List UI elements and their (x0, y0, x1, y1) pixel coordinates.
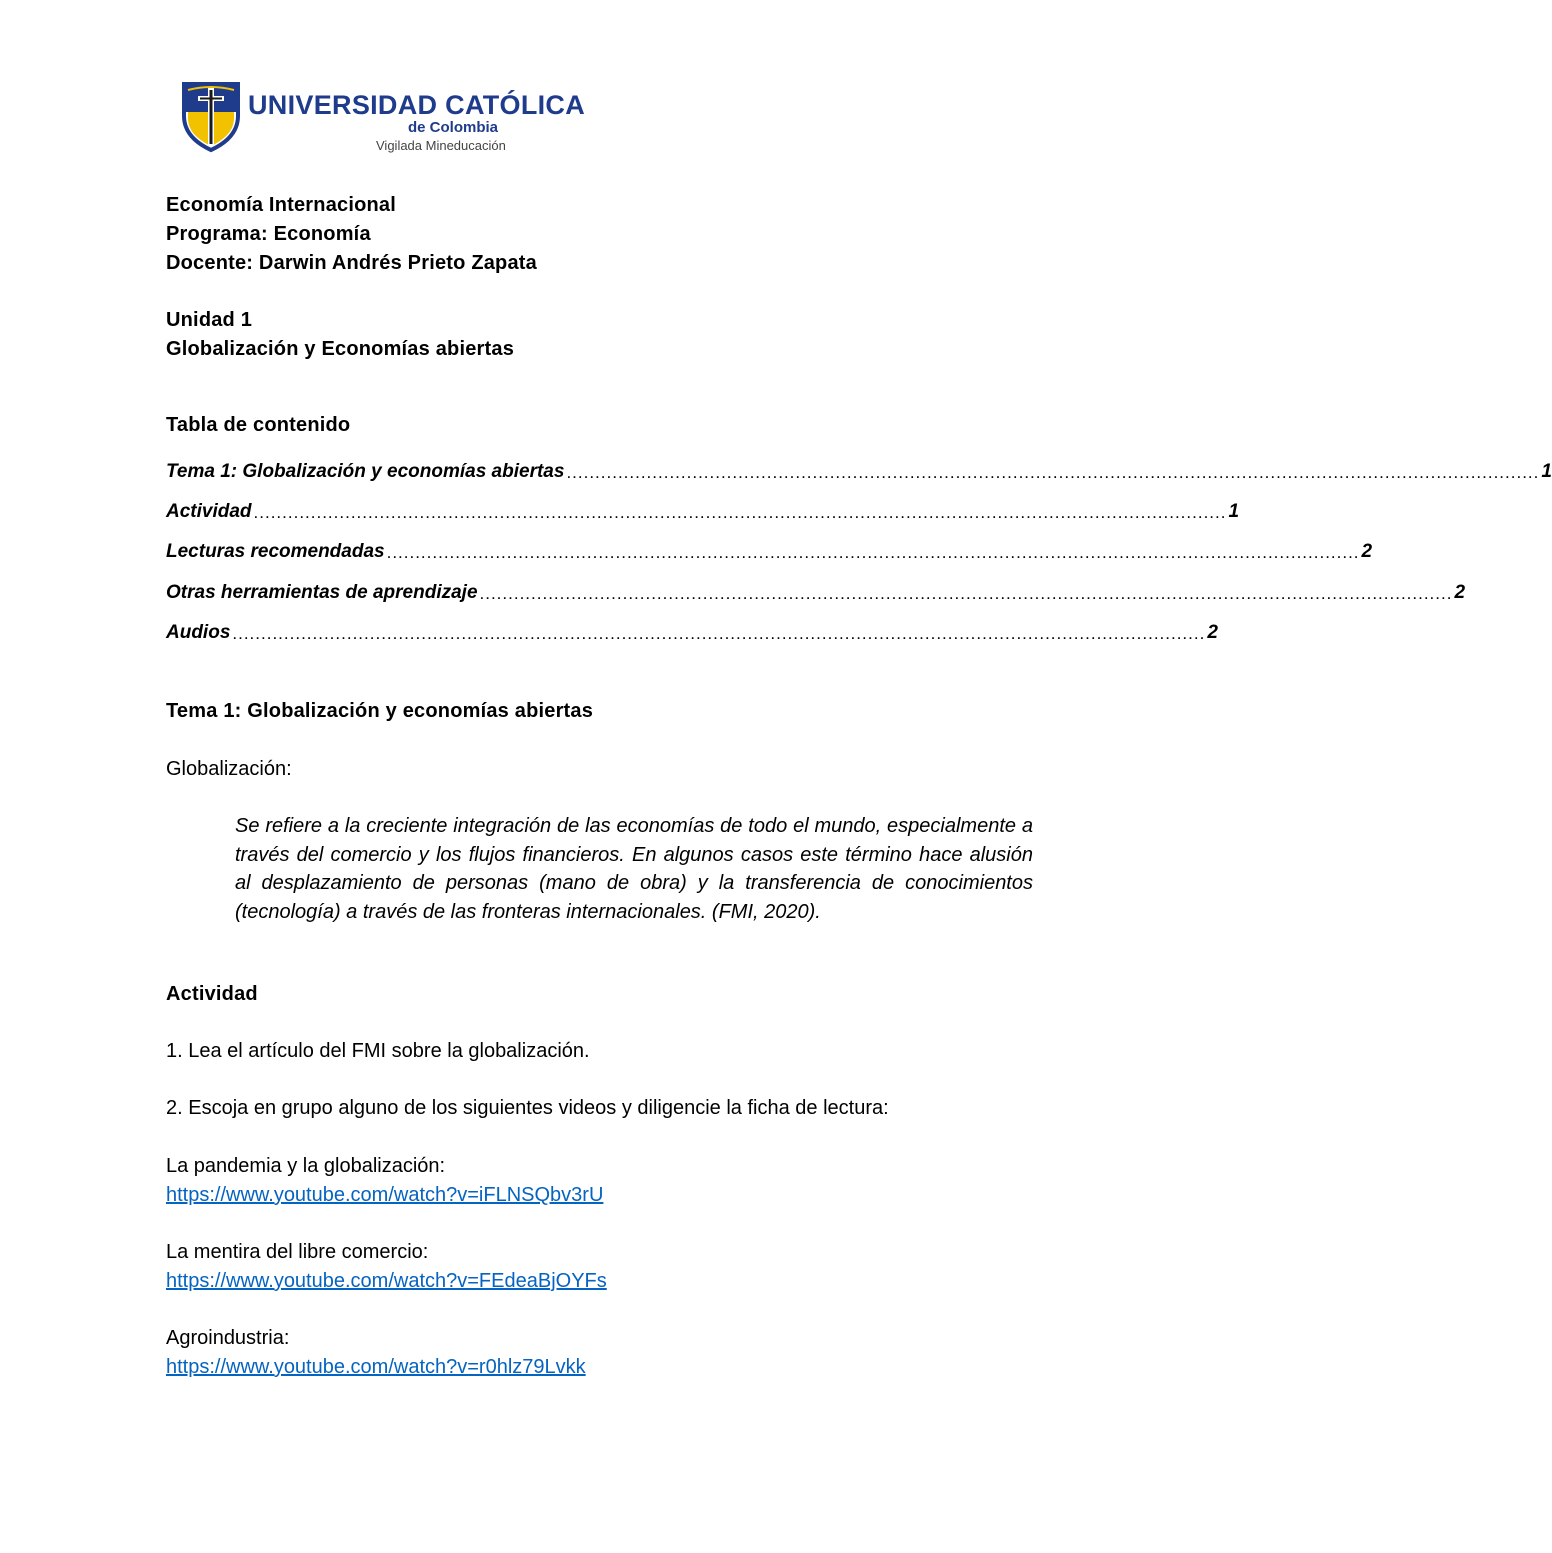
toc-entry[interactable] (166, 616, 1218, 644)
video-link[interactable]: https://www.youtube.com/watch?v=FEdeaBjOYFs (166, 1270, 607, 1292)
toc-entry-page: 2 (1454, 582, 1466, 603)
video-title: La pandemia y la globalización: (166, 1155, 446, 1177)
toc-leader: .......................................................................................................................................................................... (253, 503, 1227, 522)
toc-entry-page: 2 (1207, 622, 1218, 643)
video-link[interactable]: https://www.youtube.com/watch?v=r0hlz79Lvkk (166, 1356, 586, 1378)
toc-entry[interactable] (166, 495, 1240, 523)
definition-quote: Se refiere a la creciente integración de las economías de todo el mundo, especialmente a través del comercio y los flujos financieros. En algunos casos este término hace alusión al desplazamiento de personas (mano de obra) y la transferencia de conocimientos (tecnología) a través de las fronteras internacionales. (FMI, 2020). (235, 815, 1033, 923)
video-title: Agroindustria: (166, 1327, 290, 1349)
video-title: La mentira del libre comercio: (166, 1241, 429, 1263)
toc-leader: .......................................................................................................................................................................... (479, 584, 1453, 603)
logo-subtitle: de Colombia (408, 119, 499, 136)
logo-title: UNIVERSIDAD CATÓLICA (248, 90, 586, 120)
shield-icon (180, 80, 242, 152)
toc-leader: .......................................................................................................................................................................... (232, 624, 1206, 643)
toc-entry-label: Tema 1: Globalización y economías abiertas (166, 461, 565, 482)
course-name: Economía Internacional (166, 194, 397, 216)
toc-entry[interactable] (166, 576, 1466, 604)
section-title: Tema 1: Globalización y economías abiertas (166, 700, 594, 722)
activity-title: Actividad (166, 983, 258, 1005)
toc-entry[interactable] (166, 535, 1373, 563)
toc-entry-page: 1 (1228, 501, 1240, 522)
activity-step-1: 1. Lea el artículo del FMI sobre la globalización. (166, 1040, 590, 1062)
toc-title: Tabla de contenido (166, 414, 351, 436)
logo-tagline: Vigilada Mineducación (376, 138, 506, 153)
toc-entry[interactable] (166, 455, 1552, 483)
activity-step-2: 2. Escoja en grupo alguno de los siguientes videos y diligencie la ficha de lectura: (166, 1097, 889, 1119)
toc-entry-label: Audios (166, 622, 231, 643)
video-link[interactable]: https://www.youtube.com/watch?v=iFLNSQbv3rU (166, 1184, 604, 1206)
toc-entry-page: 1 (1541, 461, 1552, 482)
toc-entry-label: Lecturas recomendadas (166, 541, 385, 562)
university-logo (180, 76, 586, 156)
toc-entry-label: Otras herramientas de aprendizaje (166, 582, 478, 603)
unit-label: Unidad 1 (166, 309, 253, 331)
program-name: Programa: Economía (166, 223, 371, 245)
toc-entry-label: Actividad (166, 501, 252, 522)
toc-leader: .......................................................................................................................................................................... (566, 463, 1540, 482)
section-subtitle: Globalización: (166, 758, 292, 780)
toc-leader: .......................................................................................................................................................................... (386, 543, 1360, 562)
unit-title: Globalización y Economías abiertas (166, 338, 515, 360)
toc-entry-page: 2 (1361, 541, 1373, 562)
teacher-name: Docente: Darwin Andrés Prieto Zapata (166, 252, 537, 274)
